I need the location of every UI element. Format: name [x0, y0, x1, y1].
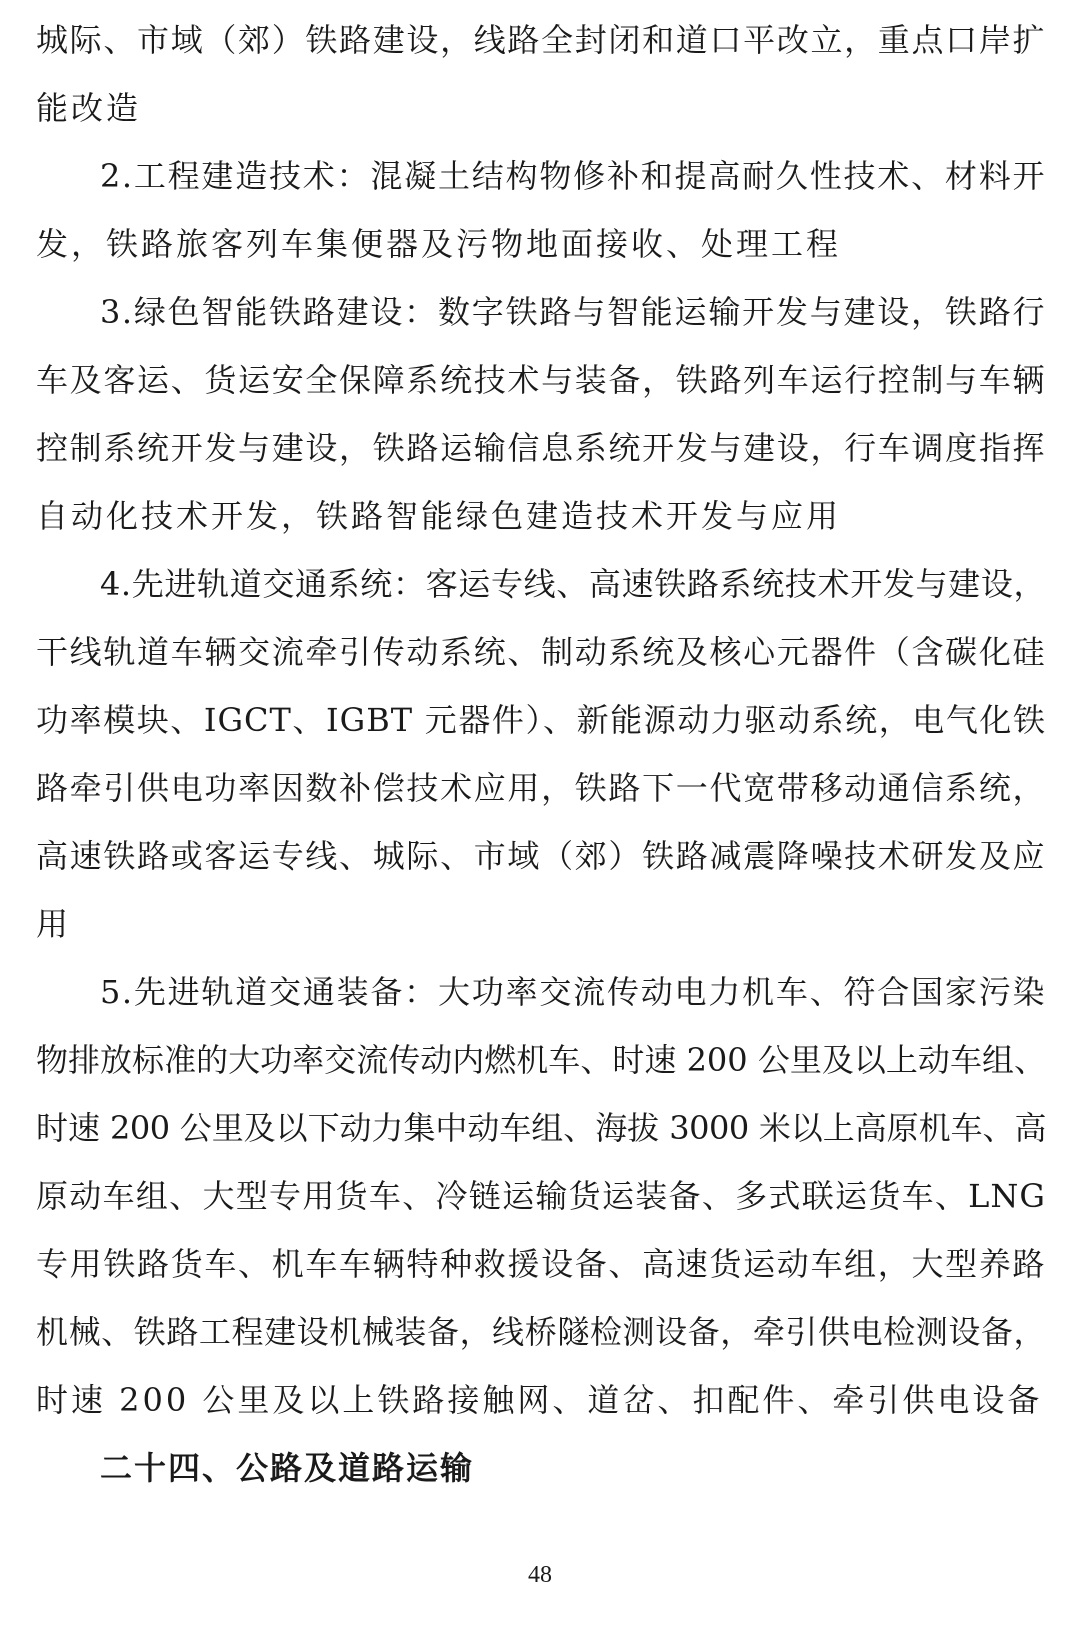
text-line: 高速铁路或客运专线、城际、市域（郊）铁路减震降噪技术研发及应 — [36, 837, 1046, 875]
text-line: 用 — [36, 905, 72, 943]
text-line: 发，铁路旅客列车集便器及污物地面接收、处理工程 — [36, 225, 842, 263]
text-line: 时速 200 公里及以下动力集中动车组、海拔 3000 米以上高原机车、高 — [36, 1109, 1046, 1147]
document-page — [36, 6, 1046, 1502]
paragraph-continuation — [36, 6, 1046, 142]
page-number: 48 — [528, 1562, 552, 1588]
text-line: 机械、铁路工程建设机械装备，线桥隧检测设备，牵引供电检测设备， — [36, 1313, 1046, 1351]
text-line: 原动车组、大型专用货车、冷链运输货运装备、多式联运货车、LNG — [36, 1177, 1046, 1215]
text-line: 时速 200 公里及以上铁路接触网、道岔、扣配件、牵引供电设备 — [36, 1381, 1043, 1419]
text-line: 城际、市域（郊）铁路建设，线路全封闭和道口平改立，重点口岸扩 — [36, 21, 1046, 59]
paragraph-item-5 — [36, 958, 1046, 1434]
text-line: 车及客运、货运安全保障系统技术与装备，铁路列车运行控制与车辆 — [36, 361, 1046, 399]
text-line: 物排放标准的大功率交流传动内燃机车、时速 200 公里及以上动车组、 — [36, 1041, 1046, 1079]
paragraph-item-3 — [36, 278, 1046, 550]
text-line: 控制系统开发与建设，铁路运输信息系统开发与建设，行车调度指挥 — [36, 429, 1046, 467]
section-heading: 二十四、公路及道路运输 — [100, 1449, 475, 1487]
text-line: 4.先进轨道交通系统：客运专线、高速铁路系统技术开发与建设， — [100, 565, 1046, 603]
paragraph-item-2 — [36, 142, 1046, 278]
text-line: 专用铁路货车、机车车辆特种救援设备、高速货运动车组，大型养路 — [36, 1245, 1046, 1283]
text-line: 2.工程建造技术：混凝土结构物修补和提高耐久性技术、材料开 — [100, 157, 1046, 195]
text-line: 干线轨道车辆交流牵引传动系统、制动系统及核心元器件（含碳化硅 — [36, 633, 1046, 671]
paragraph-item-4 — [36, 550, 1046, 958]
text-line: 路牵引供电功率因数补偿技术应用，铁路下一代宽带移动通信系统， — [36, 769, 1046, 807]
text-line: 自动化技术开发，铁路智能绿色建造技术开发与应用 — [36, 497, 842, 535]
text-line: 5.先进轨道交通装备：大功率交流传动电力机车、符合国家污染 — [100, 973, 1046, 1011]
text-line: 能改造 — [36, 89, 142, 127]
text-line: 3.绿色智能铁路建设：数字铁路与智能运输开发与建设，铁路行 — [100, 293, 1046, 331]
text-line: 功率模块、IGCT、IGBT 元器件）、新能源动力驱动系统，电气化铁 — [36, 701, 1046, 739]
